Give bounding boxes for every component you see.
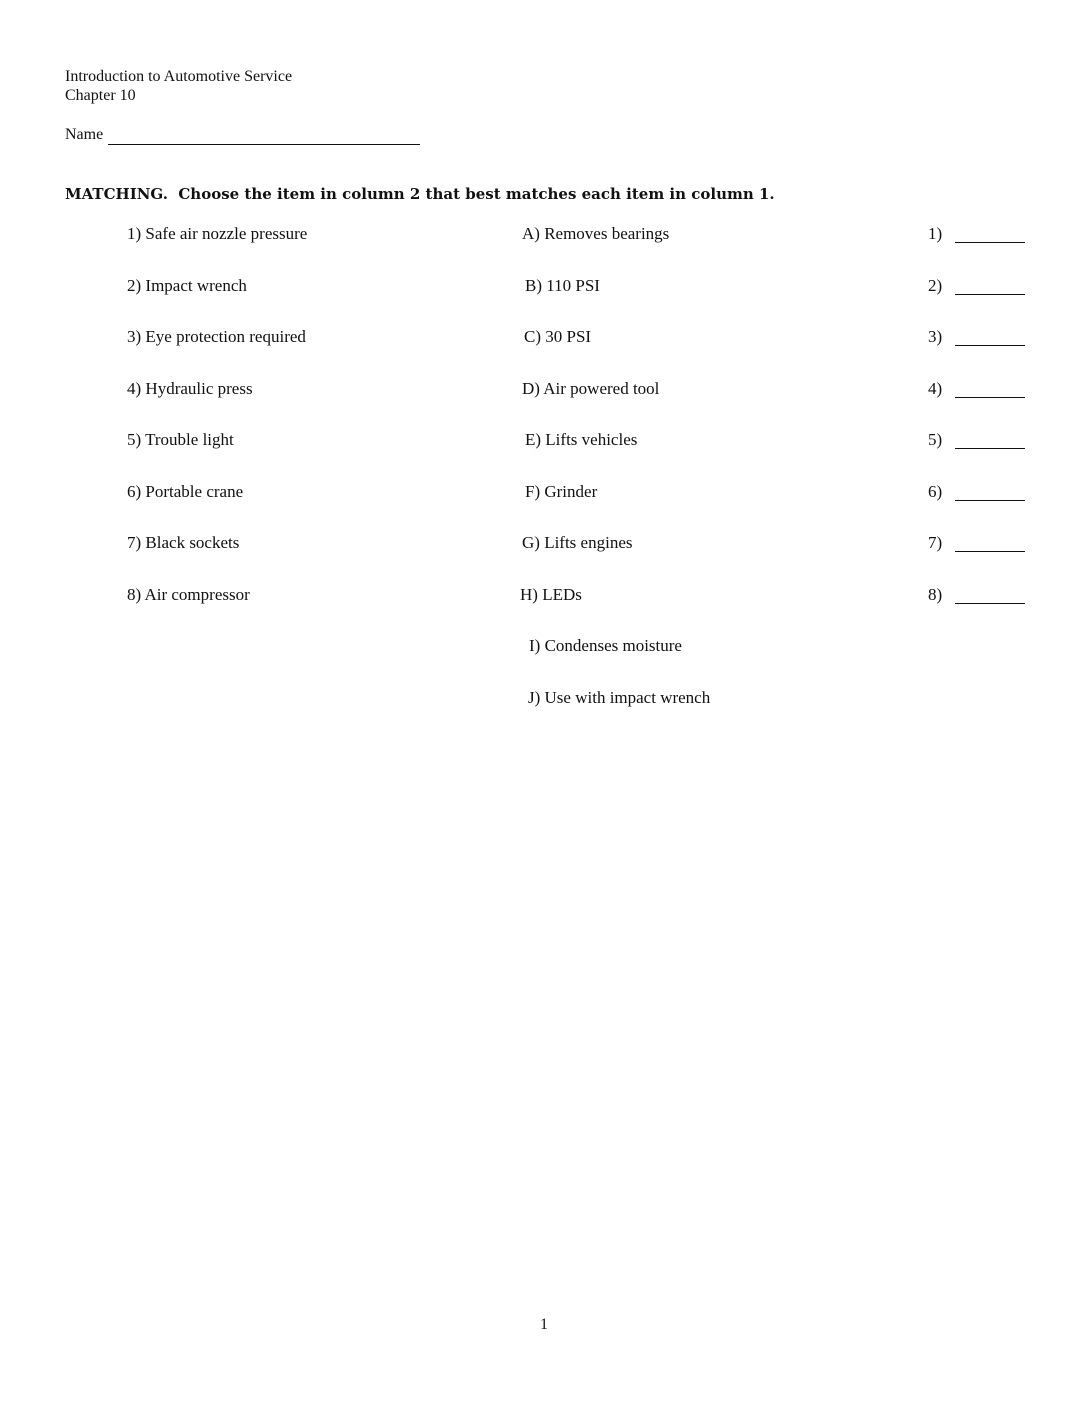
answer-blank[interactable] <box>955 397 1025 398</box>
name-field[interactable] <box>108 144 420 145</box>
answer-number: 7) <box>928 533 943 552</box>
answer-number: 5) <box>928 430 943 449</box>
column2-item: D) Air powered tool <box>522 379 660 398</box>
answer-blank[interactable] <box>955 294 1025 295</box>
column2-item: G) Lifts engines <box>522 533 633 552</box>
column2-item: A) Removes bearings <box>522 224 670 243</box>
answer-blank[interactable] <box>955 500 1025 501</box>
column2-item: I) Condenses moisture <box>529 636 682 655</box>
chapter-label: Chapter 10 <box>65 87 136 104</box>
answer-number: 2) <box>928 276 943 295</box>
instructions: MATCHING. Choose the item in column 2 that best matches each item in column 1. <box>65 185 775 203</box>
answer-number: 3) <box>928 327 943 346</box>
matching-row <box>0 584 1088 606</box>
column1-item: 1) Safe air nozzle pressure <box>127 224 308 243</box>
column2-item: J) Use with impact wrench <box>528 688 711 707</box>
name-label: Name <box>65 126 104 143</box>
answer-blank[interactable] <box>955 448 1025 449</box>
column2-item: F) Grinder <box>525 482 598 501</box>
answer-blank[interactable] <box>955 551 1025 552</box>
answer-number: 1) <box>928 224 943 243</box>
matching-row <box>0 687 1088 709</box>
answer-blank[interactable] <box>955 242 1025 243</box>
column2-item: B) 110 PSI <box>525 276 600 295</box>
answer-number: 8) <box>928 585 943 604</box>
matching-row <box>0 429 1088 451</box>
matching-row <box>0 532 1088 554</box>
page-number: 1 <box>540 1316 548 1333</box>
column1-item: 7) Black sockets <box>127 533 240 552</box>
column2-item: H) LEDs <box>520 585 582 604</box>
column1-item: 2) Impact wrench <box>127 276 247 295</box>
matching-row <box>0 275 1088 297</box>
answer-blank[interactable] <box>955 603 1025 604</box>
column1-item: 8) Air compressor <box>127 585 250 604</box>
answer-blank[interactable] <box>955 345 1025 346</box>
matching-row <box>0 223 1088 245</box>
answer-number: 4) <box>928 379 943 398</box>
matching-row <box>0 635 1088 657</box>
column1-item: 3) Eye protection required <box>127 327 306 346</box>
column1-item: 6) Portable crane <box>127 482 244 501</box>
matching-row <box>0 326 1088 348</box>
course-title: Introduction to Automotive Service <box>65 68 293 85</box>
matching-row <box>0 481 1088 503</box>
column1-item: 4) Hydraulic press <box>127 379 253 398</box>
column2-item: E) Lifts vehicles <box>525 430 638 449</box>
column2-item: C) 30 PSI <box>524 327 592 346</box>
column1-item: 5) Trouble light <box>127 430 234 449</box>
answer-number: 6) <box>928 482 943 501</box>
matching-row <box>0 378 1088 400</box>
